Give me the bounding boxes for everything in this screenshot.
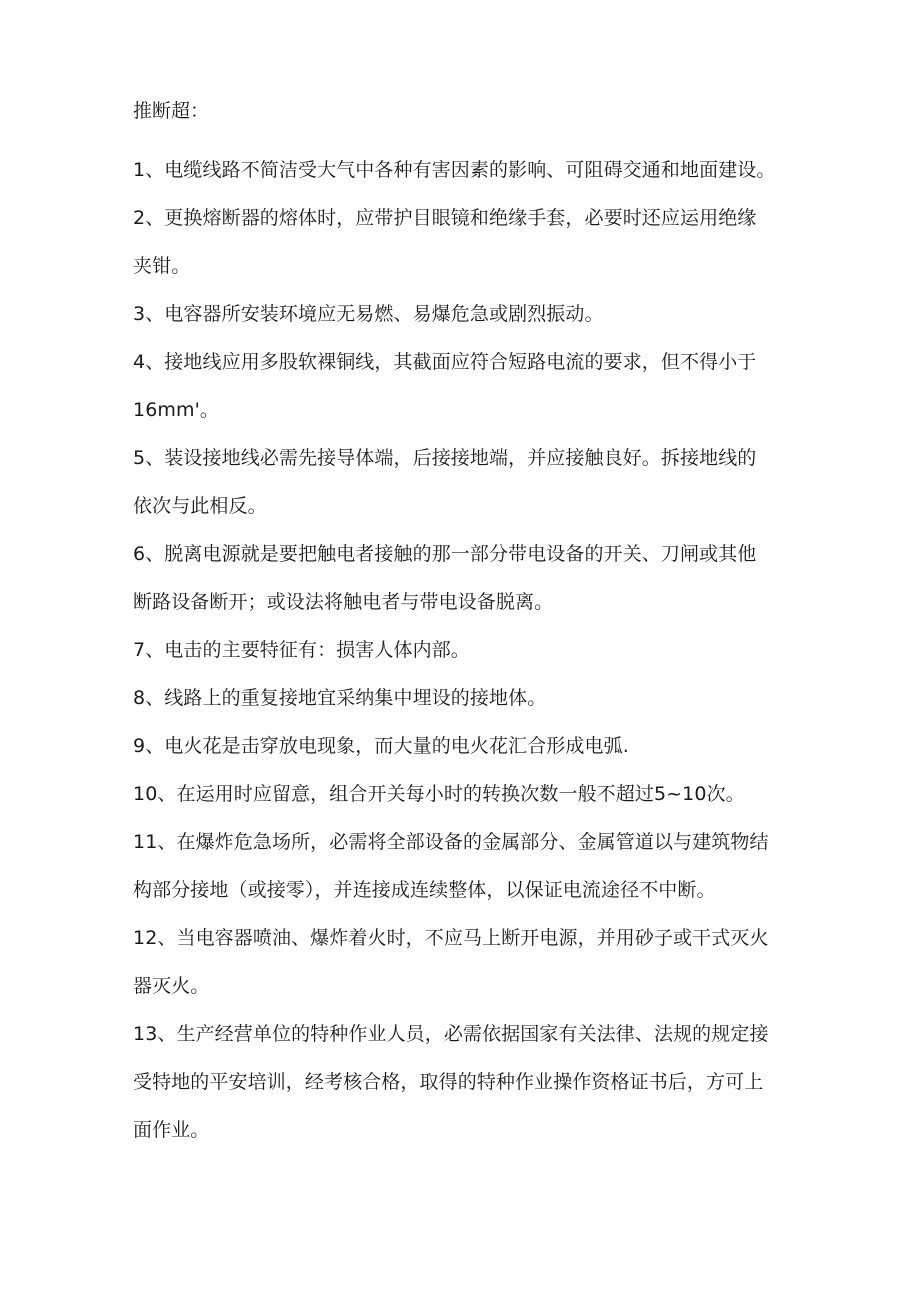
- list-item: [133, 290, 813, 338]
- item-13-line-3: 面作业。: [133, 1119, 210, 1141]
- item-5-line-1: 5、装设接地线必需先接导体端，后接接地端，并应接触良好。拆接地线的: [133, 447, 757, 469]
- list-item: [133, 818, 813, 914]
- list-item: [133, 626, 813, 674]
- list-item: [133, 1010, 813, 1154]
- item-13-line-1: 13、生产经营单位的特种作业人员，必需依据国家有关法律、法规的规定接: [133, 1023, 769, 1045]
- item-2-line-2: 夹钳。: [133, 255, 191, 277]
- section-heading: 推断超：: [133, 100, 210, 122]
- item-8-line-1: 8、线路上的重复接地宜采纳集中埋设的接地体。: [133, 687, 547, 709]
- item-6-line-2: 断路设备断开；或设法将触电者与带电设备脱离。: [133, 591, 554, 613]
- item-4-line-2: 16mm'。: [133, 399, 220, 421]
- document-body: [133, 98, 813, 1154]
- item-2-line-1: 2、更换熔断器的熔体时，应带护目眼镜和绝缘手套，必要时还应运用绝缘: [133, 207, 757, 229]
- list-item: [133, 674, 813, 722]
- item-11-line-1: 11、在爆炸危急场所，必需将全部设备的金属部分、金属管道以与建筑物结: [133, 831, 769, 853]
- list-item: [133, 146, 813, 194]
- list-item: [133, 914, 813, 1010]
- item-10-line-1: 10、在运用时应留意，组合开关每小时的转换次数一般不超过5~10次。: [133, 783, 745, 805]
- item-1-line-1: 1、电缆线路不简洁受大气中各种有害因素的影响、可阻碍交通和地面建设。: [133, 159, 776, 181]
- list-item: [133, 434, 813, 530]
- item-6-line-1: 6、脱离电源就是要把触电者接触的那一部分带电设备的开关、刀闸或其他: [133, 543, 757, 565]
- item-3-line-1: 3、电容器所安装环境应无易燃、易爆危急或剧烈振动。: [133, 303, 604, 325]
- list-item: [133, 338, 813, 434]
- list-item: [133, 770, 813, 818]
- item-12-line-1: 12、当电容器喷油、爆炸着火时，不应马上断开电源，并用砂子或干式灭火: [133, 927, 769, 949]
- item-12-line-2: 器灭火。: [133, 975, 210, 997]
- item-7-line-1: 7、电击的主要特征有：损害人体内部。: [133, 639, 470, 661]
- item-9-line-1: 9、电火花是击穿放电现象，而大量的电火花汇合形成电弧.: [133, 735, 629, 757]
- item-13-line-2: 受特地的平安培训，经考核合格，取得的特种作业操作资格证书后，方可上: [133, 1071, 764, 1093]
- item-11-line-2: 构部分接地（或接零），并连接成连续整体，以保证电流途径不中断。: [133, 879, 716, 901]
- item-5-line-2: 依次与此相反。: [133, 495, 267, 517]
- list-item: [133, 194, 813, 290]
- item-4-line-1: 4、接地线应用多股软裸铜线，其截面应符合短路电流的要求，但不得小于: [133, 351, 757, 373]
- list-item: [133, 722, 813, 770]
- list-item: [133, 530, 813, 626]
